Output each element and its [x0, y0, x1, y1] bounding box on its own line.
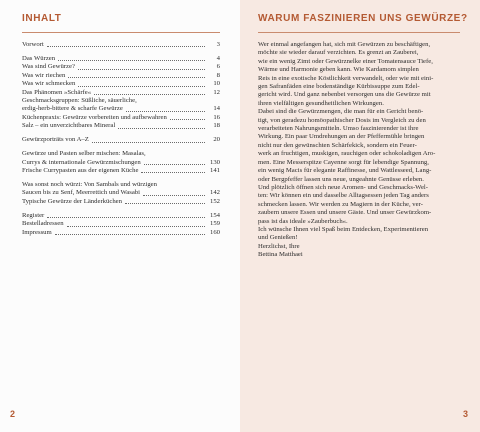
foreword-text: [258, 41, 462, 243]
text-line: ein wenig Macis für elegante Raffinesse, und Wattlesseed, Lang-: [258, 167, 432, 175]
text-line: Wirkung. Ein paar Umdrehungen an der Pfeffermühle bringen: [258, 133, 425, 141]
toc-entry: [22, 189, 220, 197]
signature-line: Herzlichst, Ihre: [258, 242, 300, 250]
toc-entry-title: Küchenpraxis: Gewürze vorbereiten und aufbewahren: [22, 113, 167, 121]
text-line: Wärme und Harmonie geben kann. Wie Kardamom simplen: [258, 66, 419, 74]
toc-page-number: 141: [209, 167, 220, 175]
toc-leader-dots: [141, 171, 205, 173]
toc-entry: [22, 159, 220, 167]
toc-entry-title: Vorwort: [22, 41, 44, 48]
toc-entry-title: Typische Gewürze der Länderküchen: [22, 197, 122, 205]
toc-leader-dots: [78, 85, 205, 87]
toc-entry-title: Das Würzen: [22, 55, 56, 62]
toc-entry: [22, 122, 220, 130]
toc-leader-dots: [143, 194, 205, 196]
text-line: gericht wird. Und ganz nebenbei versorgen uns die Gewürze mit: [258, 91, 431, 99]
toc-heading: INHALT: [22, 13, 62, 24]
toc-page-number: 160: [209, 228, 220, 236]
text-line: Reis in eine exotische Köstlichkeit verwandelt, oder wie mit eini-: [258, 74, 434, 82]
toc-group: [22, 212, 220, 237]
toc-leader-dots: [125, 202, 205, 204]
toc-entry-title: Was wir schmecken: [22, 80, 76, 88]
text-line: oder Bergpfeffer lassen uns neue, ungeahnte Genüsse erleben.: [258, 175, 424, 183]
text-line: Und plötzlich öffnen sich neue Aromen- und Geschmacks-Wel-: [258, 183, 429, 191]
toc-group: [22, 150, 220, 175]
text-line: möchte sie wieder darauf verzichten. Es grenzt an Zauberei,: [258, 49, 419, 57]
toc-entry: [22, 220, 220, 228]
toc-entry-title: Gewürzporträts von A–Z: [22, 136, 89, 144]
toc-page-number: 10: [213, 80, 220, 88]
toc-entry: [22, 136, 220, 144]
toc-entry-title: Was wir riechen: [22, 71, 66, 79]
text-line: pass ist das ideale »Zauberbuch«.: [258, 217, 348, 225]
toc-leader-dots: [55, 233, 205, 235]
text-line: Dabei sind die Gewürzmengen, die man für ein Gericht benö-: [258, 108, 424, 116]
toc-entry-title: Currys & internationale Gewürzmischungen: [22, 158, 141, 166]
toc-entry-title: Das Phänomen »Schärfe«: [22, 88, 92, 96]
toc-page-number: 130: [209, 158, 220, 166]
text-line: ten: Wir können ein und dasselbe Alltagsessen jeden Tag anders: [258, 192, 429, 200]
toc-page-number: 154: [209, 211, 220, 219]
toc-entry: [22, 55, 220, 63]
toc-leader-dots: [144, 163, 205, 165]
toc-entry: [22, 212, 220, 220]
toc-leader-dots: [47, 216, 205, 218]
toc-entry-title: Bestelladressen: [22, 220, 64, 228]
toc-entry: [22, 229, 220, 237]
toc-entry-title: Salz – ein unverzichtbares Mineral: [22, 122, 116, 130]
text-line: wie ein wenig Zimt oder Gewürznelke einer Tomatensauce Tiefe,: [258, 57, 433, 65]
toc-page-number: 6: [216, 63, 220, 71]
toc-leader-dots: [126, 110, 205, 112]
toc-entry-title: Impressum: [22, 228, 52, 236]
toc-leader-dots: [170, 118, 205, 120]
toc-entry: [22, 72, 220, 80]
text-line: und Genießen!: [258, 234, 298, 242]
toc-entry-title: Frische Currypasten aus der eigenen Küche: [22, 167, 139, 175]
toc-page-number: 12: [213, 88, 220, 96]
toc-leader-dots: [92, 141, 205, 143]
table-of-contents: [22, 41, 220, 243]
text-line: men. Eine Messerspitze Cayenne sorgt für lebendige Spannung,: [258, 158, 429, 166]
text-line: Wer einmal angefangen hat, sich mit Gewürzen zu beschäftigen,: [258, 41, 431, 48]
text-line: Ich wünsche Ihnen viel Spaß beim Entdecken, Experimentieren: [258, 225, 429, 233]
toc-page-number: 8: [216, 71, 220, 79]
text-line: werk an fruchtigen, muskigen, rauchigen oder schokoladigen Aro-: [258, 150, 436, 158]
text-line: ihren vielfältigen gesundheitlichen Wirkungen.: [258, 99, 384, 107]
toc-page-number: 4: [216, 55, 220, 62]
text-line: zaubern unsere Essen und unsere Gäste. Und unser Gewürzkom-: [258, 209, 432, 217]
text-line: verarbeiteten Nahrungsmitteln. Umso faszinierender ist ihre: [258, 125, 419, 133]
toc-group: [22, 136, 220, 144]
text-line: nicht nur den gewünschten Schärfekick, sondern ein Feuer-: [258, 141, 417, 149]
toc-entry: [22, 114, 220, 122]
toc-page-number: 20: [213, 136, 220, 144]
toc-page-number: 18: [213, 122, 220, 130]
toc-entry-title: Geschmacksgruppen: Süßliche, säuerliche,: [22, 97, 137, 105]
text-line: tigt, von geradezu homöopathischer Dosis im Vergleich zu den: [258, 116, 426, 124]
toc-page-number: 3: [216, 41, 220, 48]
toc-entry: [22, 198, 220, 206]
page-number-right: 3: [462, 409, 468, 419]
text-line: schmecken lassen. Wir werden zu Magiern in der Küche, ver-: [258, 200, 423, 208]
toc-leader-dots: [67, 225, 205, 227]
toc-entry: [22, 167, 220, 175]
toc-entry-title: Register: [22, 211, 45, 219]
toc-page-number: 152: [209, 197, 220, 205]
foreword-body: [258, 41, 462, 260]
foreword-heading: WARUM FASZINIEREN UNS GEWÜRZE?: [258, 13, 468, 24]
toc-entry: [22, 105, 220, 113]
toc-entry: [22, 41, 220, 49]
toc-group: [22, 41, 220, 49]
text-line: gen Safranfäden eine bodenständige Kürbissuppe zum Edel-: [258, 83, 420, 91]
toc-group: [22, 181, 220, 206]
page-number-left: 2: [10, 409, 16, 419]
foreword-signature: [258, 243, 462, 260]
toc-page-number: 14: [213, 105, 220, 113]
toc-leader-dots: [94, 93, 205, 95]
toc-entry-title: Was sonst noch würzt: Von Sambals und würzigen: [22, 181, 157, 189]
toc-page-number: 16: [213, 113, 220, 121]
toc-group: [22, 55, 220, 131]
toc-leader-dots: [78, 68, 205, 70]
toc-page-number: 142: [209, 189, 220, 197]
toc-leader-dots: [118, 127, 205, 129]
toc-entry-title: Was sind Gewürze?: [22, 63, 75, 71]
toc-leader-dots: [58, 59, 205, 61]
toc-entry: [22, 63, 220, 71]
toc-leader-dots: [68, 76, 205, 78]
signature-line: Bettina Matthaei: [258, 251, 303, 259]
right-page: [240, 0, 480, 432]
toc-entry-title: erdig-herb-bittere & scharfe Gewürze: [22, 105, 123, 113]
toc-entry-title: Saucen bis zu Senf, Meerrettich und Wasabi: [22, 189, 141, 197]
toc-entry: [22, 89, 220, 97]
toc-page-number: 159: [209, 220, 220, 228]
toc-entry: [22, 80, 220, 88]
toc-entry-title: Gewürze und Pasten selber mischen: Masalas,: [22, 150, 146, 158]
toc-leader-dots: [47, 45, 205, 47]
heading-rule: [258, 32, 460, 33]
heading-rule: [22, 32, 220, 33]
